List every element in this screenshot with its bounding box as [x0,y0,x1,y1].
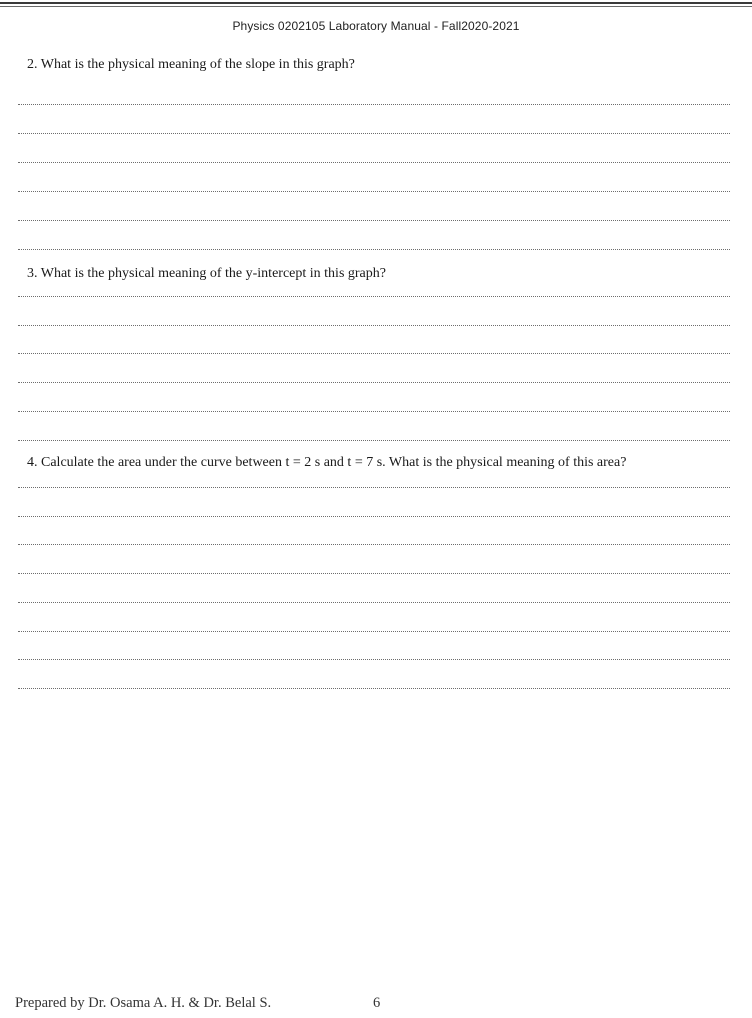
answer-line[interactable] [18,659,730,660]
answer-line[interactable] [18,220,730,221]
answer-line[interactable] [18,516,730,517]
answer-line[interactable] [18,544,730,545]
answer-line[interactable] [18,249,730,250]
header-rule-thick [0,2,752,4]
answer-line[interactable] [18,353,730,354]
answer-line[interactable] [18,487,730,488]
answer-line[interactable] [18,631,730,632]
page-header: Physics 0202105 Laboratory Manual - Fall2020-2021 [232,19,520,33]
answer-line[interactable] [18,382,730,383]
answer-line[interactable] [18,602,730,603]
answer-line[interactable] [18,133,730,134]
answer-line[interactable] [18,411,730,412]
answer-line[interactable] [18,325,730,326]
answer-line[interactable] [18,191,730,192]
answer-line[interactable] [18,440,730,441]
answer-line[interactable] [18,573,730,574]
question-3: 3. What is the physical meaning of the y-intercept in this graph? [27,266,386,281]
footer-author: Prepared by Dr. Osama A. H. & Dr. Belal S. [15,995,272,1011]
header-rule-thin [0,6,752,7]
question-4: 4. Calculate the area under the curve between t = 2 s and t = 7 s. What is the physical meaning of this area? [27,455,627,470]
answer-line[interactable] [18,688,730,689]
page-number: 6 [373,995,381,1011]
question-2: 2. What is the physical meaning of the slope in this graph? [27,57,355,72]
answer-line[interactable] [18,162,730,163]
answer-line[interactable] [18,296,730,297]
answer-line[interactable] [18,104,730,105]
